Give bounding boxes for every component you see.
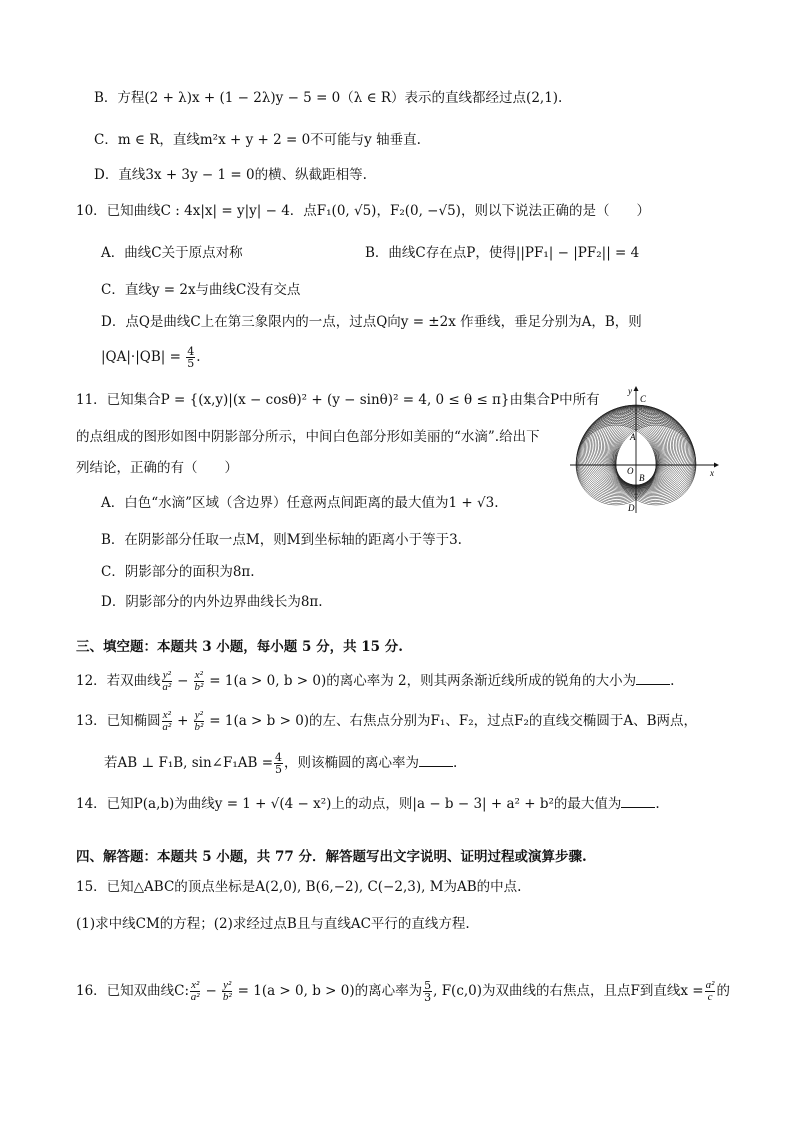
q16-minus: − [201,983,222,999]
q10-d-fraction [186,346,195,369]
q13-answer-blank [419,754,453,767]
q11-stem-line2: 的点组成的图形如图中阴影部分所示，中间白色部分形如美丽的“水滴”.给出下 [76,429,540,445]
q11-option-d: D．阴影部分的内外边界曲线长为8π. [101,594,323,610]
q14-answer-blank [621,795,655,808]
q12-fraction-x [194,670,204,693]
x-axis-arrow [714,463,719,468]
q13-f3-den: 5 [275,763,283,776]
q13-fraction-x [162,710,172,733]
q11-option-c: C．阴影部分的面积为8π. [101,564,255,580]
q10-stem: 10．已知曲线C : 4x|x| = y|y| − 4．点F₁(0, √5)，F₂(0, −√5)，则以下说法正确的是（ ） [76,203,650,219]
q13-line2-pre: 若AB ⊥ F₁B, sin∠F₁AB = [104,755,274,771]
q13-f2-den: b² [194,721,204,733]
label-B: B [639,473,645,483]
q16-f2-den: b² [222,991,232,1003]
q13-end: . [453,755,458,771]
q10-option-d-continued [101,344,201,370]
q16-f1-num: x² [191,979,200,991]
q16-f1-den: a² [190,991,200,1003]
q16-post: 的 [716,983,730,999]
q11-stem-line1: 11．已知集合P = {(x,y)|(x − cosθ)² + (y − sinθ)² = 4, 0 ≤ θ ≤ π}由集合P中所有 [76,392,600,408]
q16-f4-den: c [707,991,713,1003]
q13-f1-num: x² [162,709,171,721]
q9-option-c: C．m ∈ R，直线m²x + y + 2 = 0不可能与y 轴垂直. [94,132,421,148]
q11-stem-line3: 列结论，正确的有（ ） [76,460,238,476]
label-A: A [630,432,636,442]
q14-text: 14．已知P(a,b)为曲线y = 1 + √(4 − x²)上的动点，则|a − b − 3| + a² + b²的最大值为 [76,796,622,812]
q16-fraction-directrix [705,980,716,1003]
q13-line2-post: ，则该椭圆的离心率为 [284,755,420,771]
label-x: x [710,468,714,478]
q12-f1-num: y² [162,669,171,681]
q10-d-period: . [196,349,201,365]
q16-fraction-x [190,980,200,1003]
q16-f3-den: 3 [424,991,432,1004]
q12 [76,668,674,694]
q16-pre: 16．已知双曲线C: [76,983,190,999]
q16-f2-num: y² [223,979,232,991]
q12-post: = 1(a > 0, b > 0)的离心率为 2，则其两条渐近线所成的锐角的大小为 [204,673,637,689]
q10-d-numerator: 4 [187,345,195,358]
q9-option-b: B．方程(2 + λ)x + (1 − 2λ)y − 5 = 0（λ ∈ R）表示的直线都经过点(2,1). [94,90,563,106]
q16 [76,978,730,1004]
q13-line1 [76,708,697,734]
q12-fraction-y [162,670,172,693]
q10-option-d: D．点Q是曲线C上在第三象限内的一点，过点Q向y = ±2x 作垂线，垂足分别为A，B，则 [101,314,642,330]
q9-option-d: D．直线3x + 3y − 1 = 0的横、纵截距相等. [94,167,367,183]
q13-line2 [104,750,457,776]
label-C: C [640,394,647,404]
q13-post: = 1(a > b > 0)的左、右焦点分别为F₁、F₂，过点F₂的直线交椭圆于A、B两点， [204,713,698,729]
q16-mid2: , F(c,0)为双曲线的右焦点，且点F到直线x = [433,983,704,999]
q15-parts: (1)求中线CM的方程；(2)求经过点B且与直线AC平行的直线方程. [76,916,470,932]
label-y: y [628,386,632,396]
q12-pre: 12．若双曲线 [76,673,161,689]
q10-d-expression: |QA|·|QB| = [101,349,181,365]
q13-f3-num: 4 [275,751,283,764]
q12-answer-blank [636,672,670,685]
q10-option-a: A．曲线C关于原点对称 [101,245,243,261]
q13-f1-den: a² [162,721,172,733]
q13-pre: 13．已知椭圆 [76,713,161,729]
label-O: O [627,466,634,476]
label-D: D [628,503,635,513]
q12-end: . [670,673,675,689]
q13-fraction-sin [274,752,283,775]
q10-option-c: C．直线y = 2x与曲线C没有交点 [101,282,301,298]
q12-f2-den: b² [194,681,204,693]
q16-f3-num: 5 [424,979,432,992]
q13-plus: + [172,713,193,729]
q13-f2-num: y² [194,709,203,721]
q16-mid: = 1(a > 0, b > 0)的离心率为 [233,983,423,999]
q12-minus: − [172,673,193,689]
q10-d-denominator: 5 [187,357,195,370]
q14-end: . [655,796,660,812]
q11-option-a: A．白色“水滴”区域（含边界）任意两点间距离的最大值为1 + √3. [101,495,499,511]
q12-f1-den: a² [162,681,172,693]
q11-shaded-circles-figure [566,383,726,518]
q16-fraction-y [222,980,232,1003]
q14 [76,795,660,813]
q12-f2-num: x² [194,669,203,681]
section3-title: 三、填空题：本题共 3 小题，每小题 5 分，共 15 分. [76,639,403,655]
section4-title: 四、解答题：本题共 5 小题，共 77 分．解答题写出文字说明、证明过程或演算步骤. [76,849,587,865]
q16-fraction-e [423,980,432,1003]
q15-stem: 15．已知△ABC的顶点坐标是A(2,0), B(6,−2), C(−2,3), M为AB的中点. [76,879,522,895]
q11-option-b: B．在阴影部分任取一点M，则M到坐标轴的距离小于等于3. [101,532,462,548]
y-axis-arrow [634,386,639,391]
q13-fraction-y [194,710,204,733]
q10-option-b: B．曲线C存在点P，使得||PF₁| − |PF₂|| = 4 [365,245,640,261]
q16-f4-num: a² [705,979,715,991]
